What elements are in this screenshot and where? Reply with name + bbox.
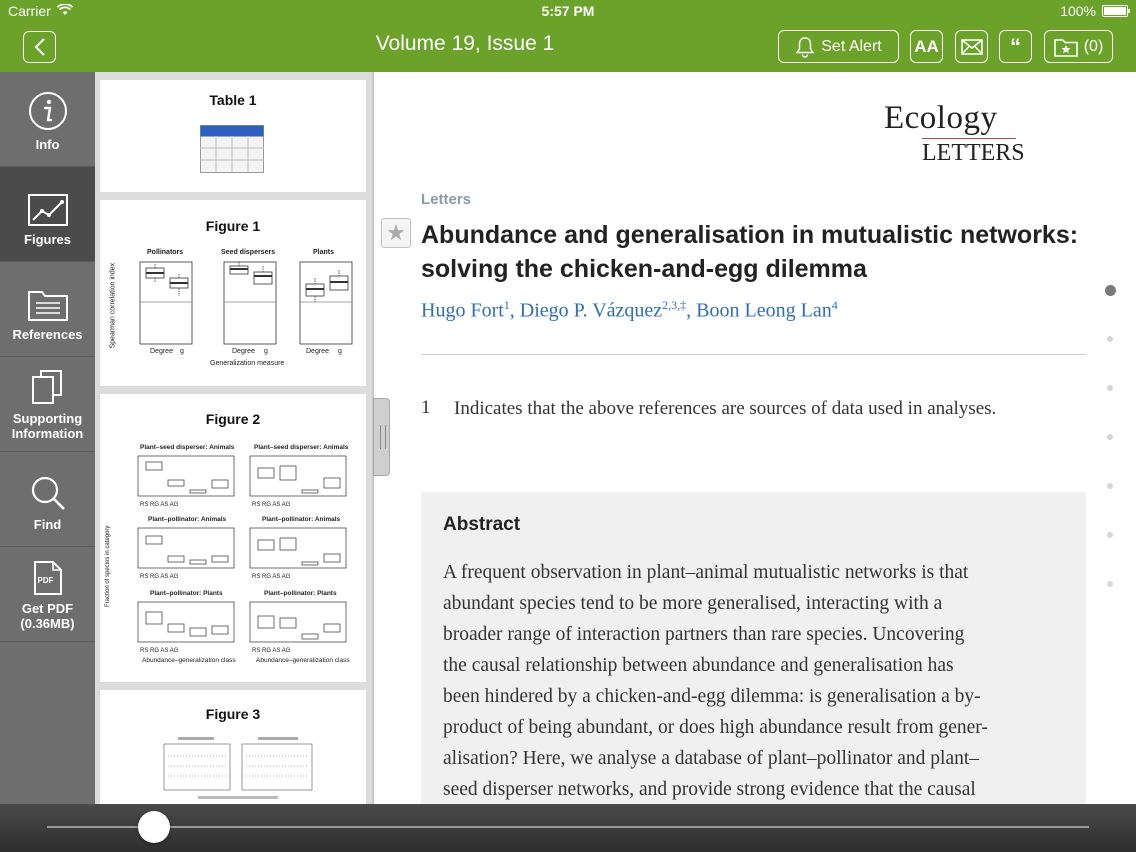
clock: 5:57 PM — [541, 3, 595, 19]
abstract-box — [421, 492, 1086, 804]
figure-1-title: Figure 1 — [205, 218, 261, 234]
tab-pdf-label-1: Get PDF — [21, 601, 74, 616]
fig2-ylabel: Fraction of species in category — [105, 525, 111, 607]
fig1-g-b: g — [264, 348, 268, 355]
fig2-cats-b: RS RG AS AG — [252, 502, 291, 508]
fig1-seed-label: Seed dispersers — [221, 249, 276, 256]
author-vazquez-affil: 2,3,‡ — [662, 298, 687, 312]
tab-info[interactable] — [0, 72, 95, 167]
article-title: Abundance and generalisation in mutualistic networks: solving the chicken-and-egg dilemma — [421, 221, 1079, 283]
fig2-cats-e: RS RG AS AG — [140, 648, 179, 654]
chart-icon — [28, 194, 68, 226]
star-icon: ★ — [386, 220, 406, 245]
abstract-line: the causal relationship between abundance and generalisation has — [443, 655, 954, 676]
footnote-number: 1 — [421, 397, 431, 418]
footnote-text: Indicates that the above references are sources of data used in analyses. — [454, 398, 997, 419]
font-size-button[interactable] — [910, 30, 943, 63]
tab-references[interactable] — [0, 262, 95, 357]
font-size-label: AA — [914, 36, 939, 56]
page-dot[interactable] — [1107, 532, 1113, 538]
abstract-line: A frequent observation in plant–animal mutualistic networks is that — [443, 562, 969, 583]
author-lan-affil: 4 — [831, 298, 838, 312]
issue-title: Volume 19, Issue 1 — [375, 32, 555, 55]
status-bar — [0, 0, 1136, 22]
fig2-panel-c-title: Plant–pollinator: Animals — [148, 516, 227, 523]
page-scrubber-track[interactable] — [47, 826, 1089, 828]
fig2-cats-c: RS RG AS AG — [140, 574, 179, 580]
abstract-line: broader range of interaction partners than rare species. Uncovering — [443, 624, 965, 645]
fig1-plants-label: Plants — [313, 249, 335, 256]
tab-figures-label: Figures — [24, 232, 71, 247]
tab-figures[interactable] — [0, 167, 95, 262]
tab-pdf-label-2: (0.36MB) — [20, 616, 75, 631]
pdf-file-icon — [34, 561, 62, 595]
fig2-cats-d: RS RG AS AG — [252, 574, 291, 580]
figure-2-card[interactable] — [100, 394, 366, 682]
fig1-degree-c: Degree — [306, 348, 329, 355]
tab-info-label: Info — [35, 137, 60, 152]
page-dot[interactable] — [1107, 336, 1113, 342]
favorite-star-button[interactable] — [381, 218, 411, 248]
abstract-line: seed disperser networks, and provide strong evidence that the causal — [443, 779, 976, 800]
tab-supporting-label-2: Information — [11, 426, 84, 441]
bell-icon — [795, 36, 815, 58]
author-fort-affil: 1 — [503, 298, 510, 312]
fig2-panel-f-title: Plant–pollinator: Plants — [264, 590, 337, 597]
fig1-xlabel: Generalization measure — [210, 360, 285, 367]
journal-logo-letters: LETTERS — [922, 140, 1025, 166]
author-list — [421, 298, 838, 323]
table-1-title: Table 1 — [209, 92, 257, 108]
set-alert-label: Set Alert — [821, 37, 882, 55]
side-tab-bar — [0, 72, 95, 804]
fig2-panel-a-title: Plant–seed disperser: Animals — [140, 444, 235, 451]
tab-references-label: References — [12, 327, 83, 342]
article-view — [374, 72, 1136, 804]
copy-icon — [31, 369, 65, 405]
fig2-panel-d-title: Plant–pollinator: Animals — [262, 516, 341, 523]
tab-find-label: Find — [33, 517, 62, 532]
quote-icon: “ — [1010, 33, 1021, 59]
set-alert-button[interactable] — [778, 30, 899, 63]
figures-panel — [95, 72, 372, 804]
journal-logo-rule — [922, 138, 1016, 139]
section-label: Letters — [421, 191, 472, 208]
fig2-xlabel-left: Abundance–generalization class — [142, 657, 236, 664]
page-dot[interactable] — [1107, 581, 1113, 587]
fig2-cats-f: RS RG AS AG — [252, 648, 291, 654]
journal-logo-ecology: Ecology — [884, 100, 998, 136]
page-scrubber-bar — [0, 804, 1136, 852]
table-icon — [200, 125, 264, 173]
fig1-degree-a: Degree — [150, 348, 173, 355]
fig1-ylabel: Spearman correlation index — [109, 262, 117, 349]
saved-articles-button[interactable] — [1044, 30, 1113, 63]
tab-supporting-label-1: Supporting — [12, 411, 83, 426]
figure-1-thumbnail — [124, 260, 360, 356]
fig1-pollinators-label: Pollinators — [147, 249, 184, 256]
table-1-card[interactable] — [100, 80, 366, 192]
panel-resize-handle[interactable] — [373, 398, 390, 476]
author-fort[interactable]: Hugo Fort — [421, 299, 504, 322]
info-icon — [28, 91, 68, 131]
search-icon — [30, 475, 66, 511]
page-dot[interactable] — [1107, 385, 1113, 391]
page-scrubber-thumb[interactable] — [138, 811, 170, 843]
star-folder-icon — [1054, 37, 1078, 57]
figure-1-card[interactable] — [100, 200, 366, 386]
fig2-panel-e-title: Plant–pollinator: Plants — [150, 590, 223, 597]
abstract-heading: Abstract — [443, 514, 521, 535]
tab-find[interactable] — [0, 452, 95, 547]
tab-get-pdf[interactable] — [0, 547, 95, 642]
page-dot[interactable] — [1107, 483, 1113, 489]
nav-bar — [0, 22, 1136, 72]
fig1-degree-b: Degree — [232, 348, 255, 355]
page-dot[interactable] — [1107, 434, 1113, 440]
battery-percent: 100% — [1060, 3, 1096, 19]
saved-count: (0) — [1083, 37, 1104, 55]
page-dot-active[interactable] — [1105, 285, 1116, 296]
pdf-icon-text: PDF — [37, 576, 54, 585]
battery-icon — [1102, 5, 1128, 17]
author-vazquez[interactable]: , Diego P. Vázquez — [509, 299, 663, 322]
figure-2-thumbnail — [130, 454, 362, 654]
tab-supporting-information[interactable] — [0, 357, 95, 452]
envelope-icon — [961, 39, 983, 55]
abstract-line: product of being abundant, or does high abundance result from gener- — [443, 717, 988, 738]
figure-3-card[interactable] — [100, 690, 366, 804]
fig1-g-a: g — [180, 348, 184, 355]
carrier-label: Carrier — [8, 3, 51, 19]
fig2-xlabel-right: Abundance–generalization class — [256, 657, 350, 664]
figure-2-title: Figure 2 — [205, 411, 261, 427]
fig2-cats-a: RS RG AS AG — [140, 502, 179, 508]
author-lan[interactable]: , Boon Leong Lan — [686, 299, 832, 322]
figure-3-thumbnail — [158, 734, 318, 804]
figure-3-title: Figure 3 — [205, 706, 261, 722]
abstract-line: abundant species tend to be more generalised, interacting with a — [443, 593, 943, 614]
abstract-line: alisation? Here, we analyse a database of plant–pollinator and plant– — [443, 748, 980, 769]
header-divider — [421, 354, 1086, 355]
fig2-panel-b-title: Plant–seed disperser: Animals — [254, 444, 349, 451]
folder-icon — [28, 289, 68, 321]
email-button[interactable] — [955, 30, 988, 63]
cite-button[interactable] — [999, 30, 1032, 63]
abstract-line: been hindered by a chicken-and-egg dilemma: is generalisation a by- — [443, 686, 981, 707]
fig1-g-c: g — [338, 348, 342, 355]
